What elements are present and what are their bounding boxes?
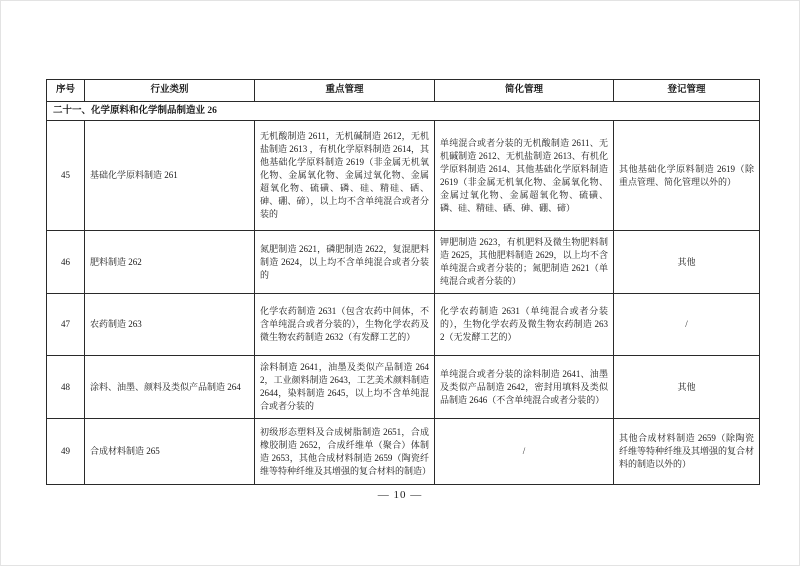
table-row — [47, 231, 760, 294]
column-header-key-management: 重点管理 — [255, 80, 435, 102]
registration-management-cell: 其他 — [614, 231, 760, 294]
column-header-serial-number: 序号 — [47, 80, 85, 102]
column-header-industry-category: 行业类别 — [85, 80, 255, 102]
serial-number-cell: 48 — [47, 356, 85, 419]
column-header-simplified-management: 简化管理 — [435, 80, 614, 102]
industry-category-cell: 肥料制造 262 — [85, 231, 255, 294]
table-row — [47, 419, 760, 485]
simplified-management-cell: 单纯混合或者分装的涂料制造 2641、油墨及类似产品制造 2642，密封用填料及类似品制造 2646（不含单纯混合或者分装的） — [435, 356, 614, 419]
simplified-management-cell: 单纯混合或者分装的无机酸制造 2611、无机碱制造 2612、无机盐制造 2613、有机化学原料制造 2614、其他基础化学原料制造 2619（非金属无机氧化物、金属氧化物、金属过氧化物、金属超氧化物、硫磺、磷、硅、精硅、硒、砷、硼、碲） — [435, 121, 614, 231]
key-management-cell: 初级形态塑料及合成树脂制造 2651，合成橡胶制造 2652，合成纤维单（聚合）体制造 2653，其他合成材料制造 2659（陶瓷纤维等特种纤维及其增强的复合材料的制造） — [255, 419, 435, 485]
section-title-row — [47, 102, 760, 121]
key-management-cell: 无机酸制造 2611，无机碱制造 2612，无机盐制造 2613 ，有机化学原料制造 2614，其他基础化学原料制造 2619（非金属无机氧化物、金属氧化物、金属过氧化物、金属超氧化物、硫磺、磷、硅、精硅、硒、砷、硼、碲），以上均不含单纯混合或者分装的 — [255, 121, 435, 231]
simplified-management-cell: 化学农药制造 2631（单纯混合或者分装的），生物化学农药及微生物农药制造 2632（无发酵工艺的） — [435, 294, 614, 356]
section-title: 二十一、化学原料和化学制品制造业 26 — [47, 102, 760, 121]
industry-category-cell: 合成材料制造 265 — [85, 419, 255, 485]
page-number: — 10 — — [377, 489, 423, 501]
registration-management-cell: 其他合成材料制造 2659（除陶瓷纤维等特种纤维及其增强的复合材料的制造以外的） — [614, 419, 760, 485]
registration-management-cell: 其他基础化学原料制造 2619（除重点管理、简化管理以外的） — [614, 121, 760, 231]
table-row — [47, 356, 760, 419]
column-header-registration-management: 登记管理 — [614, 80, 760, 102]
table-row — [47, 294, 760, 356]
industry-category-cell: 农药制造 263 — [85, 294, 255, 356]
simplified-management-cell: / — [435, 419, 614, 485]
serial-number-cell: 49 — [47, 419, 85, 485]
registration-management-cell: 其他 — [614, 356, 760, 419]
industry-category-cell: 基础化学原料制造 261 — [85, 121, 255, 231]
industry-category-cell: 涂料、油墨、颜料及类似产品制造 264 — [85, 356, 255, 419]
key-management-cell: 氮肥制造 2621，磷肥制造 2622，复混肥料制造 2624，以上均不含单纯混合或者分装的 — [255, 231, 435, 294]
serial-number-cell: 47 — [47, 294, 85, 356]
classification-table — [46, 79, 760, 485]
simplified-management-cell: 钾肥制造 2623，有机肥料及微生物肥料制造 2625，其他肥料制造 2629，以上均不含单纯混合或者分装的；氮肥制造 2621（单纯混合或者分装的） — [435, 231, 614, 294]
table-header-row — [47, 80, 760, 102]
key-management-cell: 涂料制造 2641，油墨及类似产品制造 2642，工业颜料制造 2643，工艺美术颜料制造 2644，染料制造 2645，以上均不含单纯混合或者分装的 — [255, 356, 435, 419]
key-management-cell: 化学农药制造 2631（包含农药中间体，不含单纯混合或者分装的），生物化学农药及微生物农药制造 2632（有发酵工艺的） — [255, 294, 435, 356]
serial-number-cell: 46 — [47, 231, 85, 294]
serial-number-cell: 45 — [47, 121, 85, 231]
registration-management-cell: / — [614, 294, 760, 356]
table-row — [47, 121, 760, 231]
